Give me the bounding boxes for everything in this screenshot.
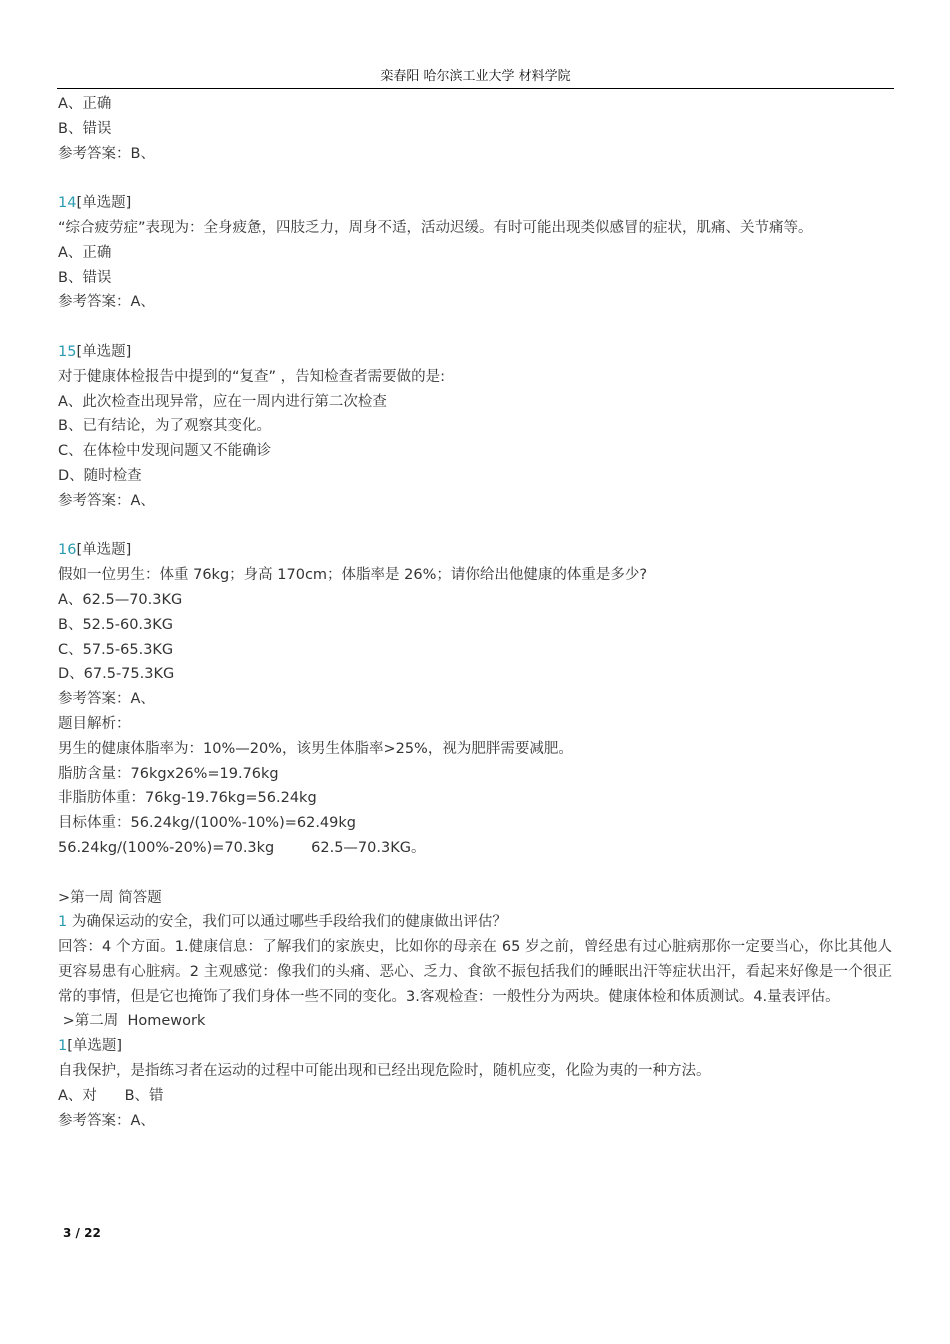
- week2-q1-options: A、对 B、错: [58, 1087, 164, 1104]
- q14-option-b: B、错误: [58, 269, 112, 286]
- page-number: 3 / 22: [63, 1226, 101, 1240]
- q16-analysis-line: 脂肪含量：76kgx26%=19.76kg: [58, 765, 279, 782]
- q13-answer: 参考答案：B、: [58, 145, 155, 162]
- q14-type: [单选题]: [76, 195, 132, 212]
- q15-title: [58, 340, 892, 365]
- q15-answer: 参考答案：A、: [58, 492, 155, 509]
- week1-question-text: 为确保运动的安全，我们可以通过哪些手段给我们的健康做出评估？: [67, 914, 507, 931]
- q16-number: 16: [58, 542, 77, 559]
- week2-heading: >第二周 Homework: [58, 1013, 206, 1030]
- q16-title: [58, 538, 892, 563]
- week1-answer: 回答：4 个方面。1.健康信息：了解我们的家族史，比如你的母亲在 65 岁之前，曾经患有过心脏病那你一定要当心，你比其他人更容易患有心脏病。2 主观感觉：像我们的头痛、恶心、乏力、食欲不振包括我们的睡眠出汗等症状出汗，看起来好像是一个很正常的事情，但是它也掩饰了我们身体一些不同的变化。3.客观检查：一般性分为两块。健康体检和体质测试。4.量表评估。: [58, 939, 892, 1005]
- q15-type: [单选题]: [76, 343, 132, 360]
- q14-title: [58, 191, 892, 216]
- q14-number: 14: [58, 195, 77, 212]
- q16-type: [单选题]: [76, 542, 132, 559]
- q15-option-b: B、已有结论，为了观察其变化。: [58, 418, 271, 435]
- q16-option-b: B、52.5-60.3KG: [58, 616, 173, 633]
- q16-option-d: D、67.5-75.3KG: [58, 666, 175, 683]
- week2-q1-title: [58, 1034, 892, 1059]
- week2-q1-type: [单选题]: [67, 1038, 123, 1055]
- q14-stem: “综合疲劳症”表现为：全身疲惫，四肢乏力，周身不适，活动迟缓。有时可能出现类似感冒的症状，肌痛、关节痛等。: [58, 219, 813, 236]
- week1-question: [58, 910, 892, 935]
- document-content: [58, 92, 892, 1133]
- q14-answer: 参考答案：A、: [58, 294, 155, 311]
- week2-q1-answer: 参考答案：A、: [58, 1112, 155, 1129]
- q16-analysis-title: 题目解析：: [58, 715, 131, 732]
- q16-analysis-line: 56.24kg/(100%-20%)=70.3kg 62.5—70.3KG。: [58, 839, 426, 856]
- q16-analysis-line: 男生的健康体脂率为：10%—20%，该男生体脂率>25%，视为肥胖需要减肥。: [58, 740, 573, 757]
- q13-option-a: A、正确: [58, 96, 112, 112]
- week1-heading: >第一周 简答题: [58, 889, 162, 906]
- q15-option-a: A、此次检查出现异常，应在一周内进行第二次检查: [58, 393, 387, 410]
- q16-answer: 参考答案：A、: [58, 691, 155, 708]
- q16-stem: 假如一位男生：体重 76kg；身高 170cm；体脂率是 26%；请你给出他健康的体重是多少?: [58, 567, 648, 584]
- page-header: 栾春阳 哈尔滨工业大学 材料学院: [57, 68, 894, 89]
- q14-option-a: A、正确: [58, 244, 112, 261]
- q15-option-d: D、随时检查: [58, 467, 142, 484]
- week2-q1-number: 1: [58, 1038, 68, 1055]
- q15-option-c: C、在体检中发现问题又不能确诊: [58, 443, 272, 460]
- q16-option-a: A、62.5—70.3KG: [58, 591, 183, 608]
- week1-question-number: 1: [58, 914, 68, 931]
- q15-number: 15: [58, 343, 77, 360]
- q13-option-b: B、错误: [58, 120, 112, 137]
- q16-option-c: C、57.5-65.3KG: [58, 641, 174, 658]
- q16-analysis-line: 非脂肪体重：76kg-19.76kg=56.24kg: [58, 790, 317, 807]
- q16-analysis-line: 目标体重：56.24kg/(100%-10%)=62.49kg: [58, 815, 356, 832]
- week2-q1-stem: 自我保护，是指练习者在运动的过程中可能出现和已经出现危险时，随机应变，化险为夷的一种方法。: [58, 1063, 711, 1080]
- q15-stem: 对于健康体检报告中提到的“复查” ，告知检查者需要做的是:: [58, 368, 446, 385]
